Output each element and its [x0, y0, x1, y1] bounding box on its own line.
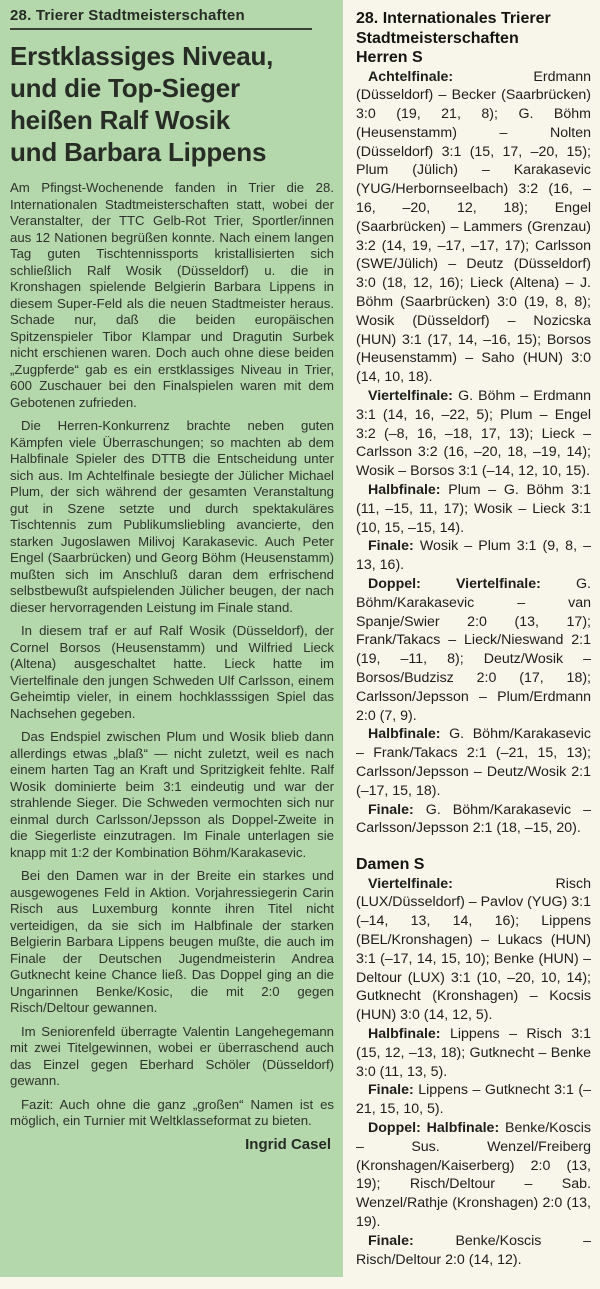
result-entry [356, 68, 591, 388]
results-title-line-1: 28. Internationales Trierer [356, 10, 551, 27]
result-entry-label: Viertelfinale: [368, 388, 453, 405]
results-panel [343, 0, 600, 1289]
article-paragraph: Die Herren-Konkurrenz brachte neben guten Kämpfen viele Überraschungen; so machten ab dem Halbfinale Spieler des DTTB die Entscheidung unter sich aus. Im Achtelfinale besiegte der Jülicher Michael Plum, der sich während der gesamten Veranstaltung gut in Szene setzte und durch spektakuläres Tischtennis zum Publikumsliebling avancierte, den starken Jugoslawen Milivoj Karakasevic. Auch Peter Engel (Saarbrücken) und Georg Böhm (Heusenstamm) mußten sich im Anschluß daran dem erfrischend selbstbewußt aufspielenden Jülicher beugen, der nach dieser hervorragenden Leistung im Finale stand. [10, 418, 334, 615]
result-entry [356, 1025, 591, 1081]
result-entry-label: Finale: [368, 801, 414, 818]
result-entry-label: Halbfinale: [368, 1026, 441, 1043]
result-entry [356, 1119, 591, 1232]
result-entry-text: G. Böhm – Erdmann 3:1 (14, 16, –22, 5); Plum – Engel 3:2 (–8, 16, –18, 17, 13); Lieck – Carlsson 3:2 (16, –20, 18, –19, 14); Wosik – Borsos 3:1 (–14, 12, 10, 15). [356, 388, 591, 480]
result-entry [356, 387, 591, 481]
section-kicker: 28. Trierer Stadtmeisterschaften [10, 7, 312, 30]
result-entry-label: Achtelfinale: [368, 68, 454, 85]
results-section-herren-s [356, 48, 591, 838]
result-entry-text: Wosik – Plum 3:1 (9, 8, –13, 16). [356, 538, 591, 574]
result-entry-text: Benke/Koscis – Sus. Wenzel/Freiberg (Kronshagen/Kaiserberg) 2:0 (13, 19); Risch/Deltour – Sab. Wenzel/Rathje (Kronshagen) 2:0 (13, 19). [356, 1120, 591, 1231]
article-body [10, 180, 334, 1153]
result-entry [356, 575, 591, 725]
result-entry [356, 481, 591, 537]
result-entry-label: Halbfinale: [368, 482, 441, 499]
result-entry-label: Doppel: Halbfinale: [368, 1120, 500, 1137]
results-section-damen-s [356, 855, 591, 1269]
result-entry [356, 1081, 591, 1119]
article-paragraph: In diesem traf er auf Ralf Wosik (Düsseldorf), der Cornel Borsos (Heusenstamm) und Wilfried Lieck (Altena) ausgeschaltet hatte. Lieck hatte im Viertelfinale den jungen Schweden Ulf Carlsson, einem Geheimtip vieler, in einem hochklasssigen Spiel das Nachsehen gegeben. [10, 623, 334, 721]
article-paragraph: Fazit: Auch ohne die ganz „großen“ Namen ist es möglich, ein Turnier mit Weltklasseformat zu bieten. [10, 1096, 334, 1128]
result-entry [356, 875, 591, 1025]
headline-line-2: und die Top-Sieger [10, 73, 240, 103]
result-entry [356, 537, 591, 575]
result-entry-text: Plum – G. Böhm 3:1 (11, –15, 11, 17); Wosik – Lieck 3:1 (10, 15, –15, 14). [356, 482, 591, 536]
result-entry-text: G. Böhm/Karakasevic – Frank/Takacs 2:1 (–21, 15, 13); Carlsson/Jepsson – Deutz/Wosik 2:1 (–17, 15, 18). [356, 726, 591, 799]
result-entry-text: G. Böhm/Karakasevic – Carlsson/Jepsson 2:1 (18, –15, 20). [356, 801, 591, 837]
result-entry [356, 725, 591, 800]
result-entry-text: Risch (LUX/Düsseldorf) – Pavlov (YUG) 3:1 (–14, 13, 14, 16); Lippens (BEL/Kronshagen) – Lukacs (HUN) 3:1 (–17, 14, 15, 10); Benke (HUN) – Deltour (LUX) 3:1 (10, –20, 10, 14); Gutknecht (Kronshagen) – Kocsis (HUN) 3:0 (14, 12, 5). [356, 875, 591, 1024]
article-headline [10, 40, 334, 168]
section-heading-damen-s: Damen S [356, 856, 425, 874]
result-entry-text: Benke/Koscis – Risch/Deltour 2:0 (14, 12). [356, 1232, 591, 1268]
article-paragraph: Im Seniorenfeld überragte Valentin Langehegemann mit zwei Titelgewinnen, wobei er überraschend auch das Einzel gegen Eberhard Schöler (Düsseldorf) gewann. [10, 1023, 334, 1088]
article-paragraph: Das Endspiel zwischen Plum und Wosik blieb dann allerdings etwas „blaß“ — nicht zuletzt, weil es nach einem harten Tag an Kraft und Spritzigkeit fehlte. Ralf Wosik dominierte beim 3:1 eindeutig und war der strahlende Sieger. Die Schweden vermochten sich nur einmal durch Carlsson/Jepsson als Doppel-Zweite in die Siegerliste einzutragen. Im Finale unterlagen sie knapp mit 1:2 der Kombination Böhm/Karakasevic. [10, 729, 334, 860]
result-entry-label: Halbfinale: [368, 726, 441, 743]
result-entry-label: Finale: [368, 1082, 414, 1099]
result-entry [356, 801, 591, 839]
results-title [356, 9, 591, 48]
byline: Ingrid Casel [245, 1135, 331, 1153]
result-entry-text: G. Böhm/Karakasevic – van Spanje/Swier 2:0 (13, 17); Frank/Takacs – Lieck/Nieswand 2:1 (19, –11, 8); Deutz/Wosik – Borsos/Budzisz 2:0 (17, 18); Carlsson/Jepsson – Plum/Erdmann 2:0 (7, 9). [356, 576, 591, 724]
section-heading-herren-s: Herren S [356, 49, 423, 66]
headline-line-1: Erstklassiges Niveau, [10, 41, 274, 71]
result-entry-label: Doppel: Viertelfinale: [368, 576, 541, 593]
headline-line-4: und Barbara Lippens [10, 137, 267, 167]
result-entry-label: Finale: [368, 538, 414, 555]
result-entry-label: Viertelfinale: [368, 875, 453, 892]
result-entry-text: Erdmann (Düsseldorf) – Becker (Saarbrücken) 3:0 (19, 21, 8); G. Böhm (Heusenstamm) – Nolten (Düsseldorf) 3:1 (15, 17, –20, 15); Plum (Jülich) – Karakasevic (YUG/Herbornseelbach) 3:2 (16, –16, –20, 12, 18); Engel (Saarbrücken) – Lammers (Grenzau) 3:2 (14, 19, –17, –17, 17); Carlsson (SWE/Jülich) – Deutz (Düsseldorf) 3:0 (18, 12, 16); Lieck (Altena) – J. Böhm (Saarbrücken) 3:0 (19, 8, 8); Wosik (Düsseldorf) – Nozicska (HUN) 3:1 (17, 14, –16, 15); Borsos (Heusenstamm) – Saho (HUN) 3:0 (14, 10, 18). [356, 68, 591, 386]
result-entry-text: Lippens – Gutknecht 3:1 (–21, 15, 10, 5). [356, 1082, 591, 1118]
article-paragraph: Am Pfingst-Wochenende fanden in Trier die 28. Internationalen Stadtmeisterschaften statt, wobei der Veranstalter, der TTC Gelb-Rot Trier, Sportler/innen aus 12 Nationen begrüßen konnte. Nach einem langen Tag guten Tischtennissports kristallisierten sich schließlich Ralf Wosik (Düsseldorf) u. die in Kronshagen spielende Belgierin Barbara Lippens in diesem Super-Feld als die neuen Stadtmeister heraus. Schade nur, daß die beiden europäischen Spitzenspieler Tibor Klampar und Dragutin Surbek nicht erschienen waren. Doch auch ohne diese beiden „Zugpferde“ gab es ein erstklassiges Niveau in Trier, 600 Zuschauer bei den Finalspielen waren mit dem Gebotenen zufrieden. [10, 180, 334, 410]
result-entry [356, 1232, 591, 1270]
headline-line-3: heißen Ralf Wosik [10, 105, 231, 135]
result-entry-label: Finale: [368, 1232, 414, 1249]
results-title-line-2: Stadtmeisterschaften [356, 29, 519, 47]
article-paragraph: Bei den Damen war in der Breite ein starkes und ausgewogenes Feld in Aktion. Vorjahressiegerin Carin Risch aus Luxemburg konnte ihren Titel nicht verteidigen, da sie sich im Halbfinale der starken Belgierin Barbara Lippens beugen mußte, die auch im Finale der Deutschen Jugendmeisterin Andrea Gutknecht keine Chance ließ. Das Doppel ging an die Ungarinnen Benke/Kosic, die mit 2:0 gegen Risch/Deltour gewannen. [10, 868, 334, 1015]
result-entry-text: Lippens – Risch 3:1 (15, 12, –13, 18); Gutknecht – Benke 3:0 (11, 13, 5). [356, 1026, 591, 1080]
